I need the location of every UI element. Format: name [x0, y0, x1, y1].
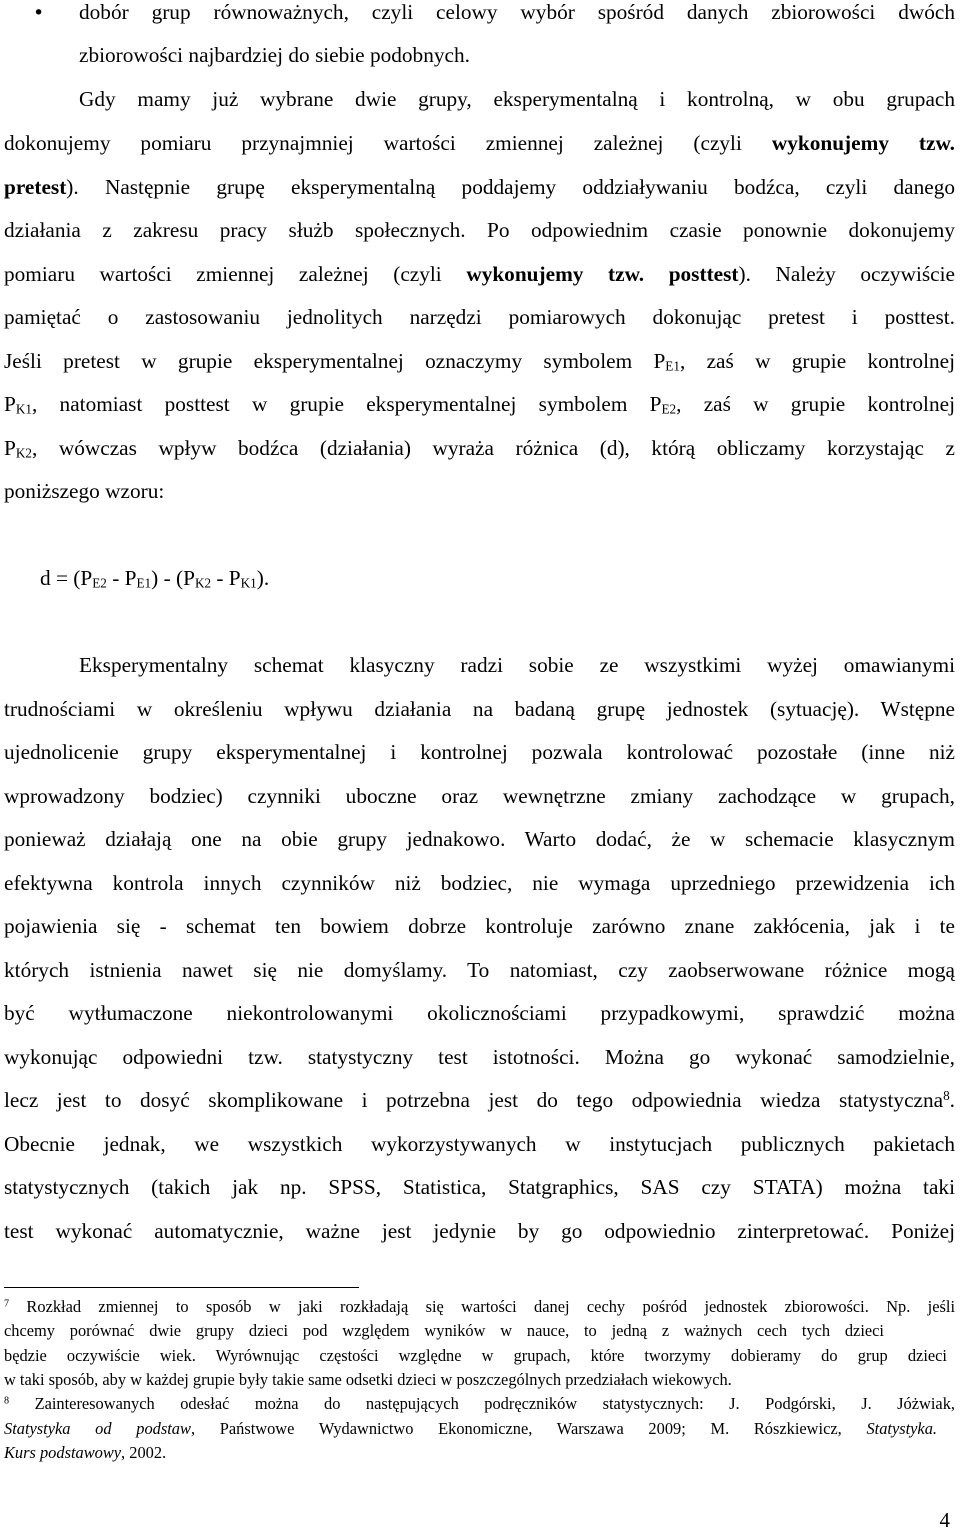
footnote-7-line-3: będzie oczywiście wiek. Wyrównując częstości względne w grupach, które tworzymy dobieramy do grup dzieci	[4, 1346, 947, 1365]
p2-line-10: wykonując odpowiedni tzw. statystyczny test istotności. Można go wykonać samodzielnie,	[4, 1045, 955, 1069]
p1-line-8: $P_{K1}$, natomiast posttest w grupie eksperymentalnej symbolem $P_{E2}$, zaś w grupie kontrolnej	[4, 392, 955, 417]
formula: $d = (P_{E2} - P_{E1}) - (P_{K2} - P_{K1})$.	[40, 566, 270, 591]
p1-line-7: Jeśli pretest w grupie eksperymentalnej oznaczymy symbolem $P_{E1}$, zaś w grupie kontrolnej	[4, 349, 956, 374]
footnote-8-line-2: Statystyka od podstaw, Państwowe Wydawnictwo Ekonomiczne, Warszawa 2009; M. Rószkiewicz, Statystyka.	[4, 1419, 938, 1438]
p1-line-3: pretest). Następnie grupę eksperymentalną poddajemy oddziaływaniu bodźca, czyli danego	[4, 175, 955, 199]
p2-line-11: lecz jest to dosyć skomplikowane i potrzebna jest do tego odpowiednia wiedza statystyczna$^8$.	[4, 1087, 955, 1112]
footnote-7-line-1: $^7$ Rozkład zmiennej to sposób w jaki rozkładają się wartości danej cechy pośród jednostek zbiorowości. Np. jeśli	[4, 1297, 955, 1316]
p2-line-8: których istnienia nawet się nie domyślamy. To natomiast, czy zaobserwowane różnice mogą	[4, 958, 955, 982]
p2-line-9: być wytłumaczone niekontrolowanymi okolicznościami przypadkowymi, sprawdzić można	[4, 1001, 955, 1025]
bullet-symbol: •	[33, 2, 45, 24]
p1-line-6: pamiętać o zastosowaniu jednolitych narzędzi pomiarowych dokonując pretest i posttest.	[4, 305, 955, 329]
footnote-7-line-4: w taki sposób, aby w każdej grupie były takie same odsetki dzieci w poszczególnych przedziałach wiekowych.	[4, 1370, 732, 1389]
p1-line-9: $P_{K2}$, wówczas wpływ bodźca (działania) wyraża różnica (d), którą obliczamy korzystając z	[4, 436, 955, 461]
p1-line-10: poniższego wzoru:	[4, 479, 165, 503]
p2-line-7: pojawienia się - schemat ten bowiem dobrze kontroluje zarówno znane zakłócenia, jak i te	[4, 914, 955, 938]
p2-line-4: wprowadzony bodziec) czynniki uboczne oraz wewnętrzne zmiany zachodzące w grupach,	[4, 784, 955, 808]
p2-line-5: ponieważ działają one na obie grupy jednakowo. Warto dodać, że w schemacie klasycznym	[4, 827, 955, 851]
bullet-line-1: dobór grup równoważnych, czyli celowy wybór spośród danych zbiorowości dwóch	[79, 0, 955, 24]
footnote-8-line-1: $^8$ Zainteresowanych odesłać można do następujących podręczników statystycznych: J. Podgórski, J. Jóżwiak,	[4, 1394, 955, 1413]
p1-line-5: pomiaru wartości zmiennej zależnej (czyli wykonujemy tzw. posttest). Należy oczywiście	[4, 262, 955, 286]
p1-line-2: dokonujemy pomiaru przynajmniej wartości zmiennej zależnej (czyli wykonujemy tzw.	[4, 131, 955, 155]
p2-line-1: Eksperymentalny schemat klasyczny radzi sobie ze wszystkimi wyżej omawianymi	[79, 653, 955, 677]
emphasis: pretest	[4, 175, 67, 199]
footnote-7-line-2: chcemy porównać dwie grupy dzieci pod względem wyników w nauce, to jedną z ważnych cech tych dzieci	[4, 1321, 884, 1340]
p2-line-12: Obecnie jednak, we wszystkich wykorzystywanych w instytucjach publicznych pakietach	[4, 1132, 955, 1156]
footnote-number-7: 7	[4, 1298, 10, 1310]
p1-line-4: działania z zakresu pracy służb społecznych. Po odpowiednim czasie ponownie dokonujemy	[4, 218, 955, 242]
page-number: 4	[939, 1508, 950, 1532]
p1-line-1: Gdy mamy już wybrane dwie grupy, eksperymentalną i kontrolną, w obu grupach	[79, 87, 955, 111]
footnote-number-8: 8	[4, 1395, 10, 1407]
p2-line-6: efektywna kontrola innych czynników niż bodziec, nie wymaga uprzedniego przewidzenia ich	[4, 871, 955, 895]
footnote-ref-8[interactable]: 8	[943, 1087, 950, 1103]
p2-line-14: test wykonać automatycznie, ważne jest jedynie by go odpowiednio zinterpretować. Poniżej	[4, 1219, 955, 1243]
p2-line-3: ujednolicenie grupy eksperymentalnej i kontrolnej pozwala kontrolować pozostałe (inne niż	[4, 740, 955, 764]
emphasis: wykonujemy tzw.	[771, 131, 955, 155]
footnote-separator	[4, 1287, 359, 1288]
emphasis: wykonujemy tzw. posttest	[466, 262, 739, 286]
footnote-8-line-3: Kurs podstawowy, 2002.	[4, 1443, 167, 1462]
bullet-line-2: zbiorowości najbardziej do siebie podobnych.	[79, 43, 470, 67]
p2-line-2: trudnościami w określeniu wpływu działania na badaną grupę jednostek (sytuację). Wstępne	[4, 697, 955, 721]
p2-line-13: statystycznych (takich jak np. SPSS, Statistica, Statgraphics, SAS czy STATA) można taki	[4, 1175, 955, 1199]
